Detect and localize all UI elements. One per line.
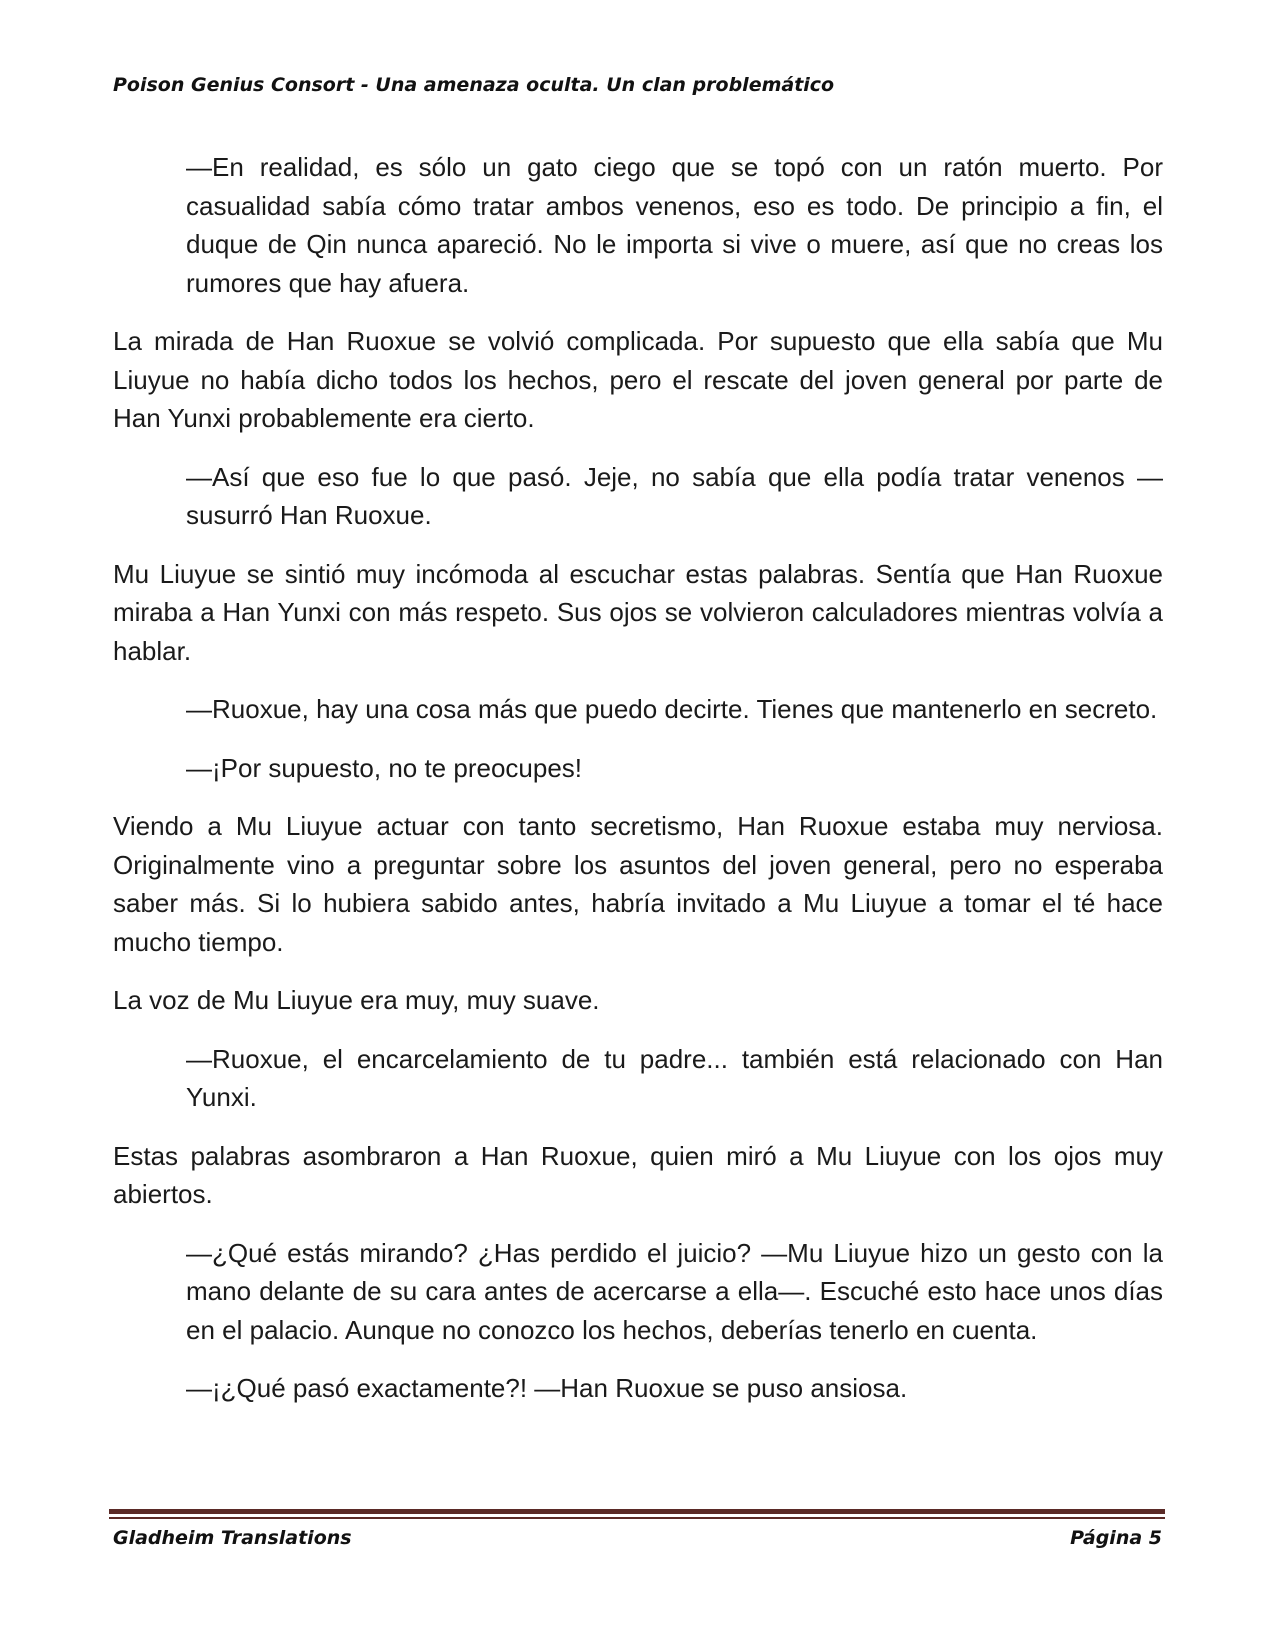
- paragraph-11: —¿Qué estás mirando? ¿Has perdido el juicio? —Mu Liuyue hizo un gesto con la mano delante de su cara antes de acercarse a ella—. Escuché esto hace unos días en el palacio. Aunque no conozco los hechos, deberías tenerlo en cuenta.: [186, 1237, 1163, 1345]
- paragraph-1: —En realidad, es sólo un gato ciego que se topó con un ratón muerto. Por casualidad sabía cómo tratar ambos venenos, eso es todo. De principio a fin, el duque de Qin nunca apareció. No le importa si vive o muere, así que no creas los rumores que hay afuera.: [186, 152, 1163, 298]
- paragraph-6: —¡Por supuesto, no te preocupes!: [186, 752, 583, 783]
- paragraph-3: —Así que eso fue lo que pasó. Jeje, no sabía que ella podía tratar venenos —susurró Han Ruoxue.: [186, 461, 1163, 530]
- paragraph-12: —¡¿Qué pasó exactamente?! —Han Ruoxue se puso ansiosa.: [186, 1373, 908, 1403]
- footer-rule-thin: [109, 1517, 1165, 1519]
- paragraph-9: —Ruoxue, el encarcelamiento de tu padre... también está relacionado con Han Yunxi.: [186, 1043, 1163, 1112]
- footer-rule-thick: [109, 1509, 1165, 1514]
- footer-page-number: Página 5: [1070, 1527, 1162, 1549]
- page-header-title: Poison Genius Consort - Una amenaza oculta. Un clan problemático: [113, 74, 835, 96]
- footer-publisher: Gladheim Translations: [113, 1527, 352, 1549]
- paragraph-8: La voz de Mu Liuyue era muy, muy suave.: [113, 985, 600, 1015]
- paragraph-10: Estas palabras asombraron a Han Ruoxue, quien miró a Mu Liuyue con los ojos muy abiertos.: [113, 1140, 1163, 1209]
- paragraph-5: —Ruoxue, hay una cosa más que puedo decirte. Tienes que mantenerlo en secreto.: [186, 694, 1158, 724]
- paragraph-7: Viendo a Mu Liuyue actuar con tanto secretismo, Han Ruoxue estaba muy nerviosa. Originalmente vino a preguntar sobre los asuntos del joven general, pero no esperaba saber más. Si lo hubiera sabido antes, habría invitado a Mu Liuyue a tomar el té hace mucho tiempo.: [113, 811, 1163, 957]
- paragraph-2: La mirada de Han Ruoxue se volvió complicada. Por supuesto que ella sabía que Mu Liuyue no había dicho todos los hechos, pero el rescate del joven general por parte de Han Yunxi probablemente era cierto.: [113, 326, 1163, 433]
- paragraph-4: Mu Liuyue se sintió muy incómoda al escuchar estas palabras. Sentía que Han Ruoxue miraba a Han Yunxi con más respeto. Sus ojos se volvieron calculadores mientras volvía a hablar.: [113, 558, 1163, 666]
- document-body: [113, 148, 1163, 1428]
